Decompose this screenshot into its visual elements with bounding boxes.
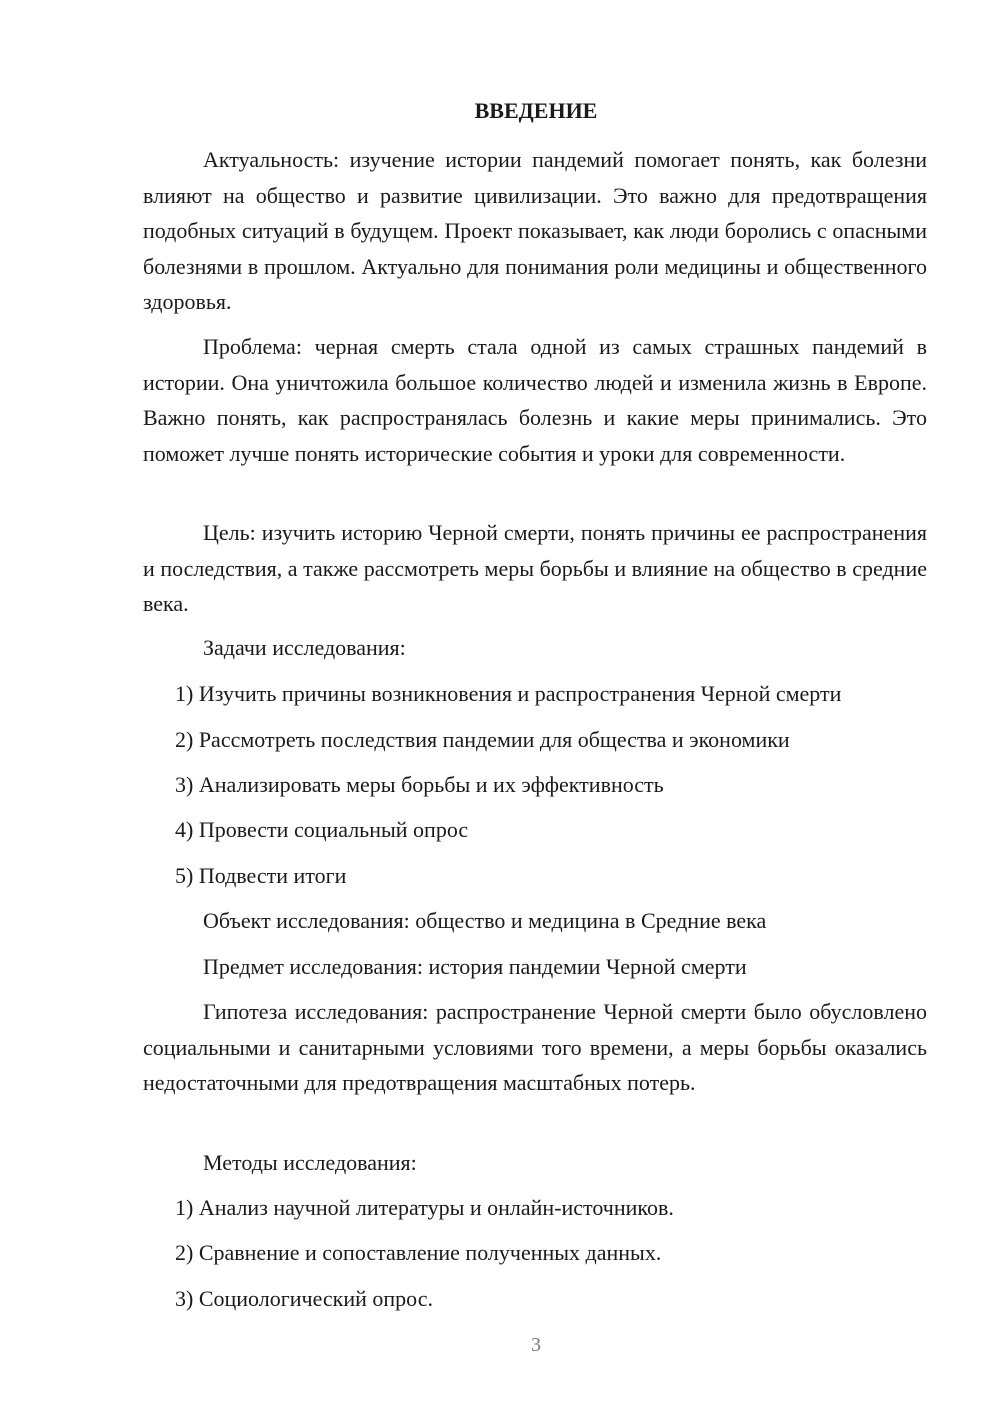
relevance-paragraph: Актуальность: изучение истории пандемий помогает понять, как болезни влияют на общество и развитие цивилизации. Это важно для предотвращения подобных ситуаций в будущем. Проект показывает, как люди боролись с опасными болезнями в прошлом. Актуально для понимания роли медицины и общественного здоровья.: [143, 147, 927, 314]
task-item: 1) Изучить причины возникновения и распространения Черной смерти: [175, 681, 842, 706]
task-item: 4) Провести социальный опрос: [175, 817, 469, 842]
problem-paragraph: Проблема: черная смерть стала одной из самых страшных пандемий в истории. Она уничтожила большое количество людей и изменила жизнь в Европе. Важно понять, как распространялась болезнь и какие меры принимались. Это поможет лучше понять исторические события и уроки для современности.: [143, 334, 927, 466]
task-item: 5) Подвести итоги: [175, 863, 347, 888]
task-item: 3) Анализировать меры борьбы и их эффективность: [175, 772, 664, 797]
section-title: ВВЕДЕНИЕ: [474, 98, 598, 123]
method-item: 1) Анализ научной литературы и онлайн-источников.: [175, 1195, 674, 1220]
hypothesis-paragraph: Гипотеза исследования: распространение Черной смерти было обусловлено социальными и санитарными условиями того времени, а меры борьбы оказались недостаточными для предотвращения масштабных потерь.: [143, 999, 927, 1095]
goal-paragraph: Цель: изучить историю Черной смерти, понять причины ее распространения и последствия, а также рассмотреть меры борьбы и влияние на общество в средние века.: [143, 520, 927, 616]
research-subject: Предмет исследования: история пандемии Черной смерти: [203, 954, 747, 979]
method-item: 2) Сравнение и сопоставление полученных данных.: [175, 1240, 662, 1265]
page-number: 3: [531, 1334, 541, 1356]
task-item: 2) Рассмотреть последствия пандемии для общества и экономики: [175, 727, 790, 752]
research-object: Объект исследования: общество и медицина в Средние века: [203, 908, 767, 933]
methods-heading: Методы исследования:: [203, 1150, 417, 1175]
method-item: 3) Социологический опрос.: [175, 1286, 433, 1311]
tasks-heading: Задачи исследования:: [203, 635, 406, 660]
